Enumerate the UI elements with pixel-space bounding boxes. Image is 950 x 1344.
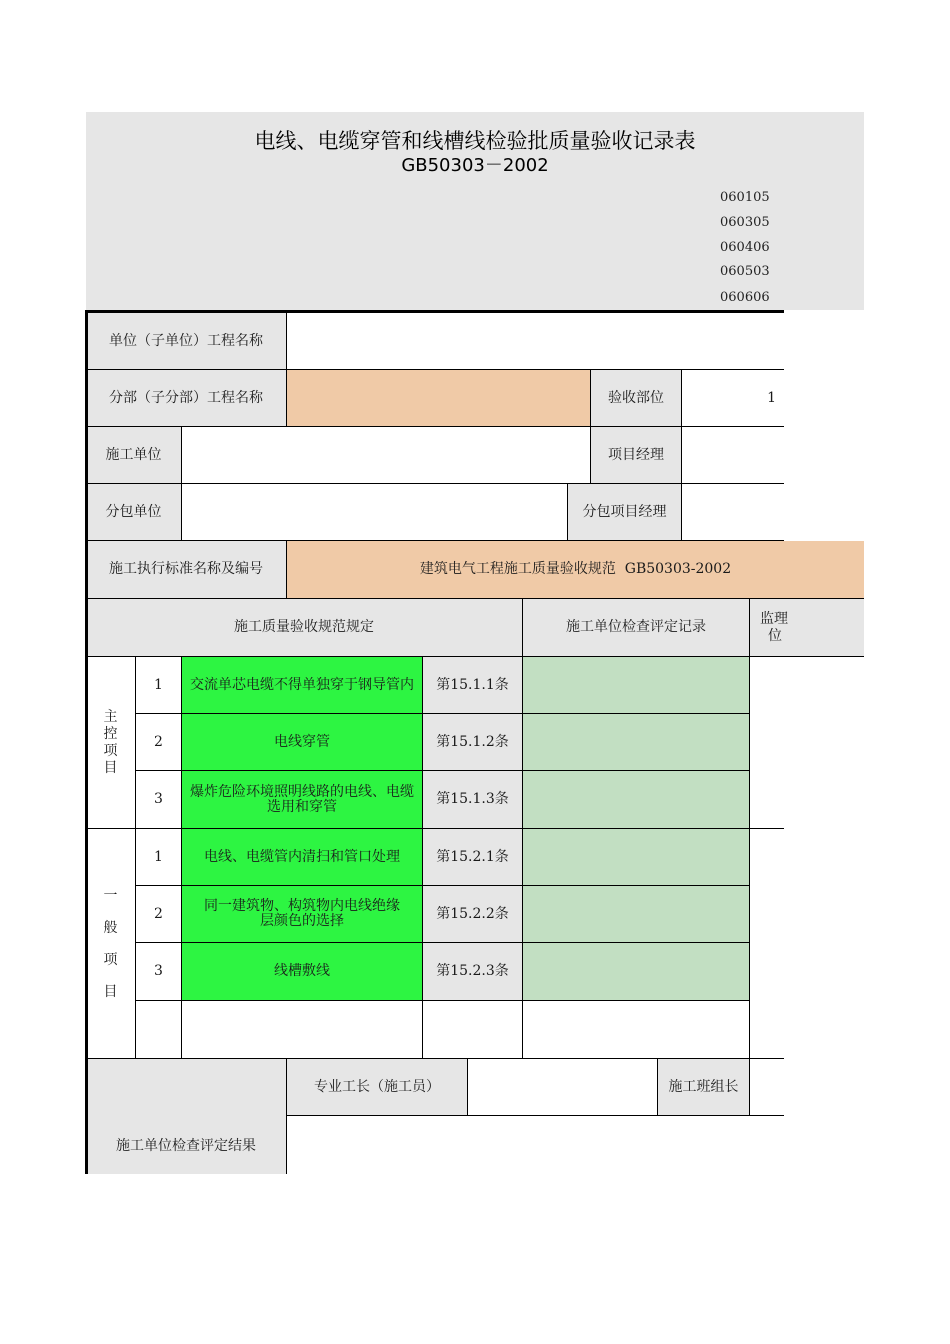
item-clause: 第15.1.2条 [423,714,523,771]
item-number: 1 [136,657,182,714]
item-description: 交流单芯电缆不得单独穿于钢导管内 [182,657,423,714]
form-code: 060105 [720,190,770,205]
supervision-header-line2: 位 [768,628,782,644]
table-top-border [86,310,784,313]
main-items-label: 主 控 项 目 [86,657,136,829]
sub-project-label: 分部（子分部）工程名称 [86,370,287,427]
standard-code: GB50303－2002 [401,155,549,176]
check-record-field[interactable] [523,657,750,714]
result-field[interactable] [287,1116,784,1174]
table-left-border [85,310,88,1174]
item-number: 2 [136,886,182,943]
unit-project-label: 单位（子单位）工程名称 [86,313,287,370]
exec-standard-field[interactable]: 建筑电气工程施工质量验收规范 GB50303-2002 [287,541,864,599]
supervision-header-line1: 监理 [760,611,788,627]
check-record-field[interactable] [523,829,750,886]
subcontract-manager-field[interactable] [682,484,784,541]
team-leader-label: 施工班组长 [658,1059,750,1116]
check-record-field[interactable] [523,943,750,1001]
item-number: 3 [136,771,182,829]
item-number: 2 [136,714,182,771]
item-number: 1 [136,829,182,886]
construction-unit-label: 施工单位 [86,427,182,484]
acceptance-part-label: 验收部位 [591,370,682,427]
item-number-empty [136,1001,182,1059]
supervision-general-field[interactable] [750,829,784,1059]
supervision-main-field[interactable] [750,657,784,829]
construction-unit-field[interactable] [182,427,591,484]
foreman-label: 专业工长（施工员） [287,1059,468,1116]
unit-project-field[interactable] [287,313,784,370]
item-clause: 第15.2.2条 [423,886,523,943]
item-number: 3 [136,943,182,1001]
item-clause: 第15.2.1条 [423,829,523,886]
page-title: 电线、电缆穿管和线槽线检验批质量验收记录表 [254,129,696,153]
acceptance-part-field[interactable]: 1 [682,370,784,427]
check-record-field[interactable] [523,771,750,829]
item-description: 电线穿管 [182,714,423,771]
check-record-field[interactable] [523,714,750,771]
item-description-empty[interactable] [182,1001,423,1059]
form-code: 060606 [720,290,770,305]
item-description: 同一建筑物、构筑物内电线绝缘层颜色的选择 [182,886,423,943]
form-code: 060503 [720,264,770,279]
item-description: 电线、电缆管内清扫和管口处理 [182,829,423,886]
result-label: 施工单位检查评定结果 [86,1059,287,1174]
check-record-field[interactable] [523,1001,750,1059]
item-description: 爆炸危险环境照明线路的电线、电缆选用和穿管 [182,771,423,829]
supervision-column-header [750,599,864,657]
sub-project-field[interactable] [287,370,591,427]
form-code: 060406 [720,240,770,255]
exec-standard-label: 施工执行标准名称及编号 [86,541,287,599]
item-clause-empty[interactable] [423,1001,523,1059]
subcontract-unit-label: 分包单位 [86,484,182,541]
team-leader-field[interactable] [750,1059,784,1116]
project-manager-label: 项目经理 [591,427,682,484]
form-code: 060305 [720,215,770,230]
item-clause: 第15.1.3条 [423,771,523,829]
check-record-field[interactable] [523,886,750,943]
check-column-header: 施工单位检查评定记录 [523,599,750,657]
subcontract-manager-label: 分包项目经理 [568,484,682,541]
general-items-label: 一 般 项 目 [86,829,136,1059]
spec-column-header: 施工质量验收规范规定 [86,599,523,657]
project-manager-field[interactable] [682,427,784,484]
item-clause: 第15.2.3条 [423,943,523,1001]
item-description: 线槽敷线 [182,943,423,1001]
subcontract-unit-field[interactable] [182,484,568,541]
foreman-field[interactable] [468,1059,658,1116]
item-clause: 第15.1.1条 [423,657,523,714]
